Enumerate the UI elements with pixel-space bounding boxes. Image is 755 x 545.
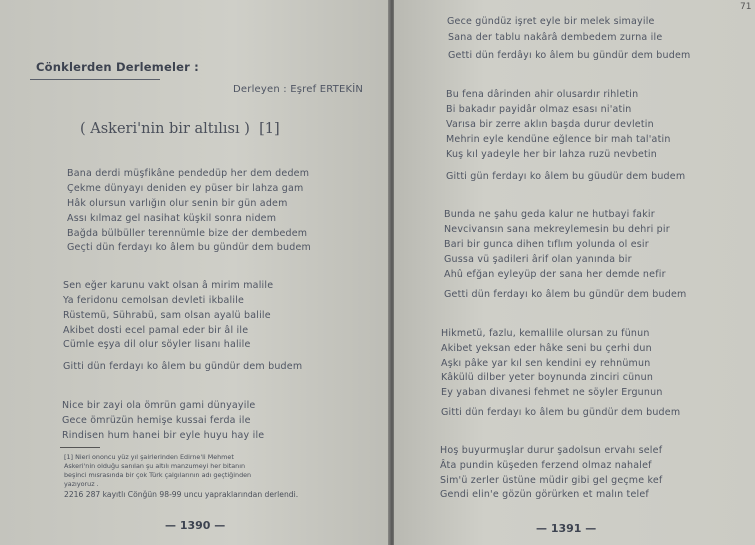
section-title: Cönklerden Derlemeler :: [36, 60, 199, 74]
verse-line: Aşkı pâke yar kıl sen kendini ey rehnümun: [441, 358, 651, 369]
footnote-rule: [60, 447, 100, 448]
poem-title: [80, 121, 280, 137]
verse-line: Hâk olursun varlığın olur senin bir gün adem: [67, 198, 288, 209]
page-number: — 1391 —: [536, 522, 597, 535]
verse-line: Bari bir gunca dihen tıflım yolunda ol esir: [444, 239, 649, 250]
verse-line: Âta pundin küşeden ferzend olmaz nahalef: [440, 460, 652, 471]
footnote-line: beşinci mısrasında bir çok Türk çalgılarının adı geçtiğinden: [64, 471, 252, 479]
verse-line: Bana derdi müşfikâne pendedüp her dem dedem: [67, 168, 310, 179]
verse-line: Rindisen hum hanei bir eyle huyu hay ile: [62, 430, 265, 441]
title-underline: [30, 79, 160, 80]
verse-line: Akibet dosti ecel pamal eder bir âl ile: [63, 325, 249, 336]
verse-line: Hoş buyurmuşlar durur şadolsun ervahı selef: [440, 445, 663, 456]
verse-line: Ya feridonu cemolsan devleti ikbalile: [63, 295, 245, 306]
verse-line: Rüstemü, Sührabü, sam olsan ayalü balile: [63, 310, 271, 321]
verse-line: Kuş kıl yadeyle her bir lahza ruzü nevbetin: [446, 149, 657, 160]
verse-line: Geçti dün ferdayı ko âlem bu gündür dem budem: [67, 242, 311, 253]
footnote-line: yazıyoruz .: [64, 480, 99, 488]
footnote-line: [1] Nieri ononcu yüz yıl şairlerinden Edirne'li Mehmet: [64, 453, 234, 461]
verse-line: Gece gündüz işret eyle bir melek simayile: [447, 16, 655, 27]
page-number: — 1390 —: [165, 519, 226, 532]
verse-line: Sana der tablu nakârâ dembedem zurna ile: [448, 32, 663, 43]
corner-mark: 71: [740, 2, 752, 12]
verse-line: Gitti dün ferdayı ko âlem bu gündür dem budem: [63, 361, 303, 372]
verse-line: Getti dün ferdayı ko âlem bu gündür dem budem: [444, 289, 687, 300]
verse-line: Varısa bir zerre aklın başda durur devletin: [446, 119, 654, 130]
verse-line: Mehrin eyle kendüne eğlence bir mah tal'atin: [446, 134, 671, 145]
verse-line: Getti dün ferdâyı ko âlem bu gündür dem budem: [448, 50, 691, 61]
compiler-credit: Derleyen : Eşref ERTEKİN: [233, 84, 364, 95]
poem-title-text: ( Askeri'nin bir altılısı ): [80, 121, 250, 137]
verse-line: Sen eğer karunu vakt olsan â mirim malile: [63, 280, 274, 291]
verse-line: Gitti gün ferdayı ko âlem bu güudür dem budem: [446, 171, 686, 182]
verse-line: Nevcivansın sana mekreylemesin bu dehri pir: [444, 224, 670, 235]
verse-line: Gendi elin'e gözün görürken et malın telef: [440, 489, 649, 500]
verse-line: Çekme dünyayı deniden ey püser bir lahza gam: [67, 183, 304, 194]
verse-line: Ey yaban divanesi fehmet ne söyler Ergunun: [441, 387, 663, 398]
verse-line: Nice bir zayi ola ömrün gami dünyayile: [62, 400, 256, 411]
verse-line: Gussa vü şadileri ârif olan yanında bir: [444, 254, 632, 265]
verse-line: Ahû efğan eyleyüp der sana her demde nefir: [444, 269, 666, 280]
footnote-reference: [1]: [259, 121, 280, 137]
footnote-line: Askeri'nin olduğu sanılan şu altılı manzumeyi her bitanın: [64, 462, 246, 470]
verse-line: Sim'ü zerler üstüne müdir gibi gel geçme kef: [440, 475, 663, 486]
verse-line: Bu fena dârinden ahir olusardır rihletin: [446, 89, 639, 100]
verse-line: Kâkülü dilber yeter boynunda zinciri cünun: [441, 372, 654, 383]
verse-line: Bi bakadır payidâr olmaz esası ni'atin: [446, 104, 632, 115]
verse-line: Bunda ne şahu geda kalur ne hutbayi fakir: [444, 209, 655, 220]
verse-line: Gitti dün ferdayı ko âlem bu gündür dem budem: [441, 407, 681, 418]
verse-line: Hikmetü, fazlu, kemallile olursan zu fünun: [441, 328, 650, 339]
verse-line: Gece ömrüzün hemişe kussai ferda ile: [62, 415, 251, 426]
verse-line: Assı kılmaz gel nasihat küşkil sonra nidem: [67, 213, 277, 224]
verse-line: Bağda bülbüller terennümle bize der dembedem: [67, 228, 308, 239]
verse-line: Akibet yeksan eder hâke seni bu çerhi dun: [441, 343, 652, 354]
verse-line: Cümle eşya dil olur söyler lisanı halile: [63, 339, 251, 350]
footnote-line: 2216 287 kayıtlı Cönğün 98-99 uncu yapraklarından derlendi.: [64, 490, 299, 499]
